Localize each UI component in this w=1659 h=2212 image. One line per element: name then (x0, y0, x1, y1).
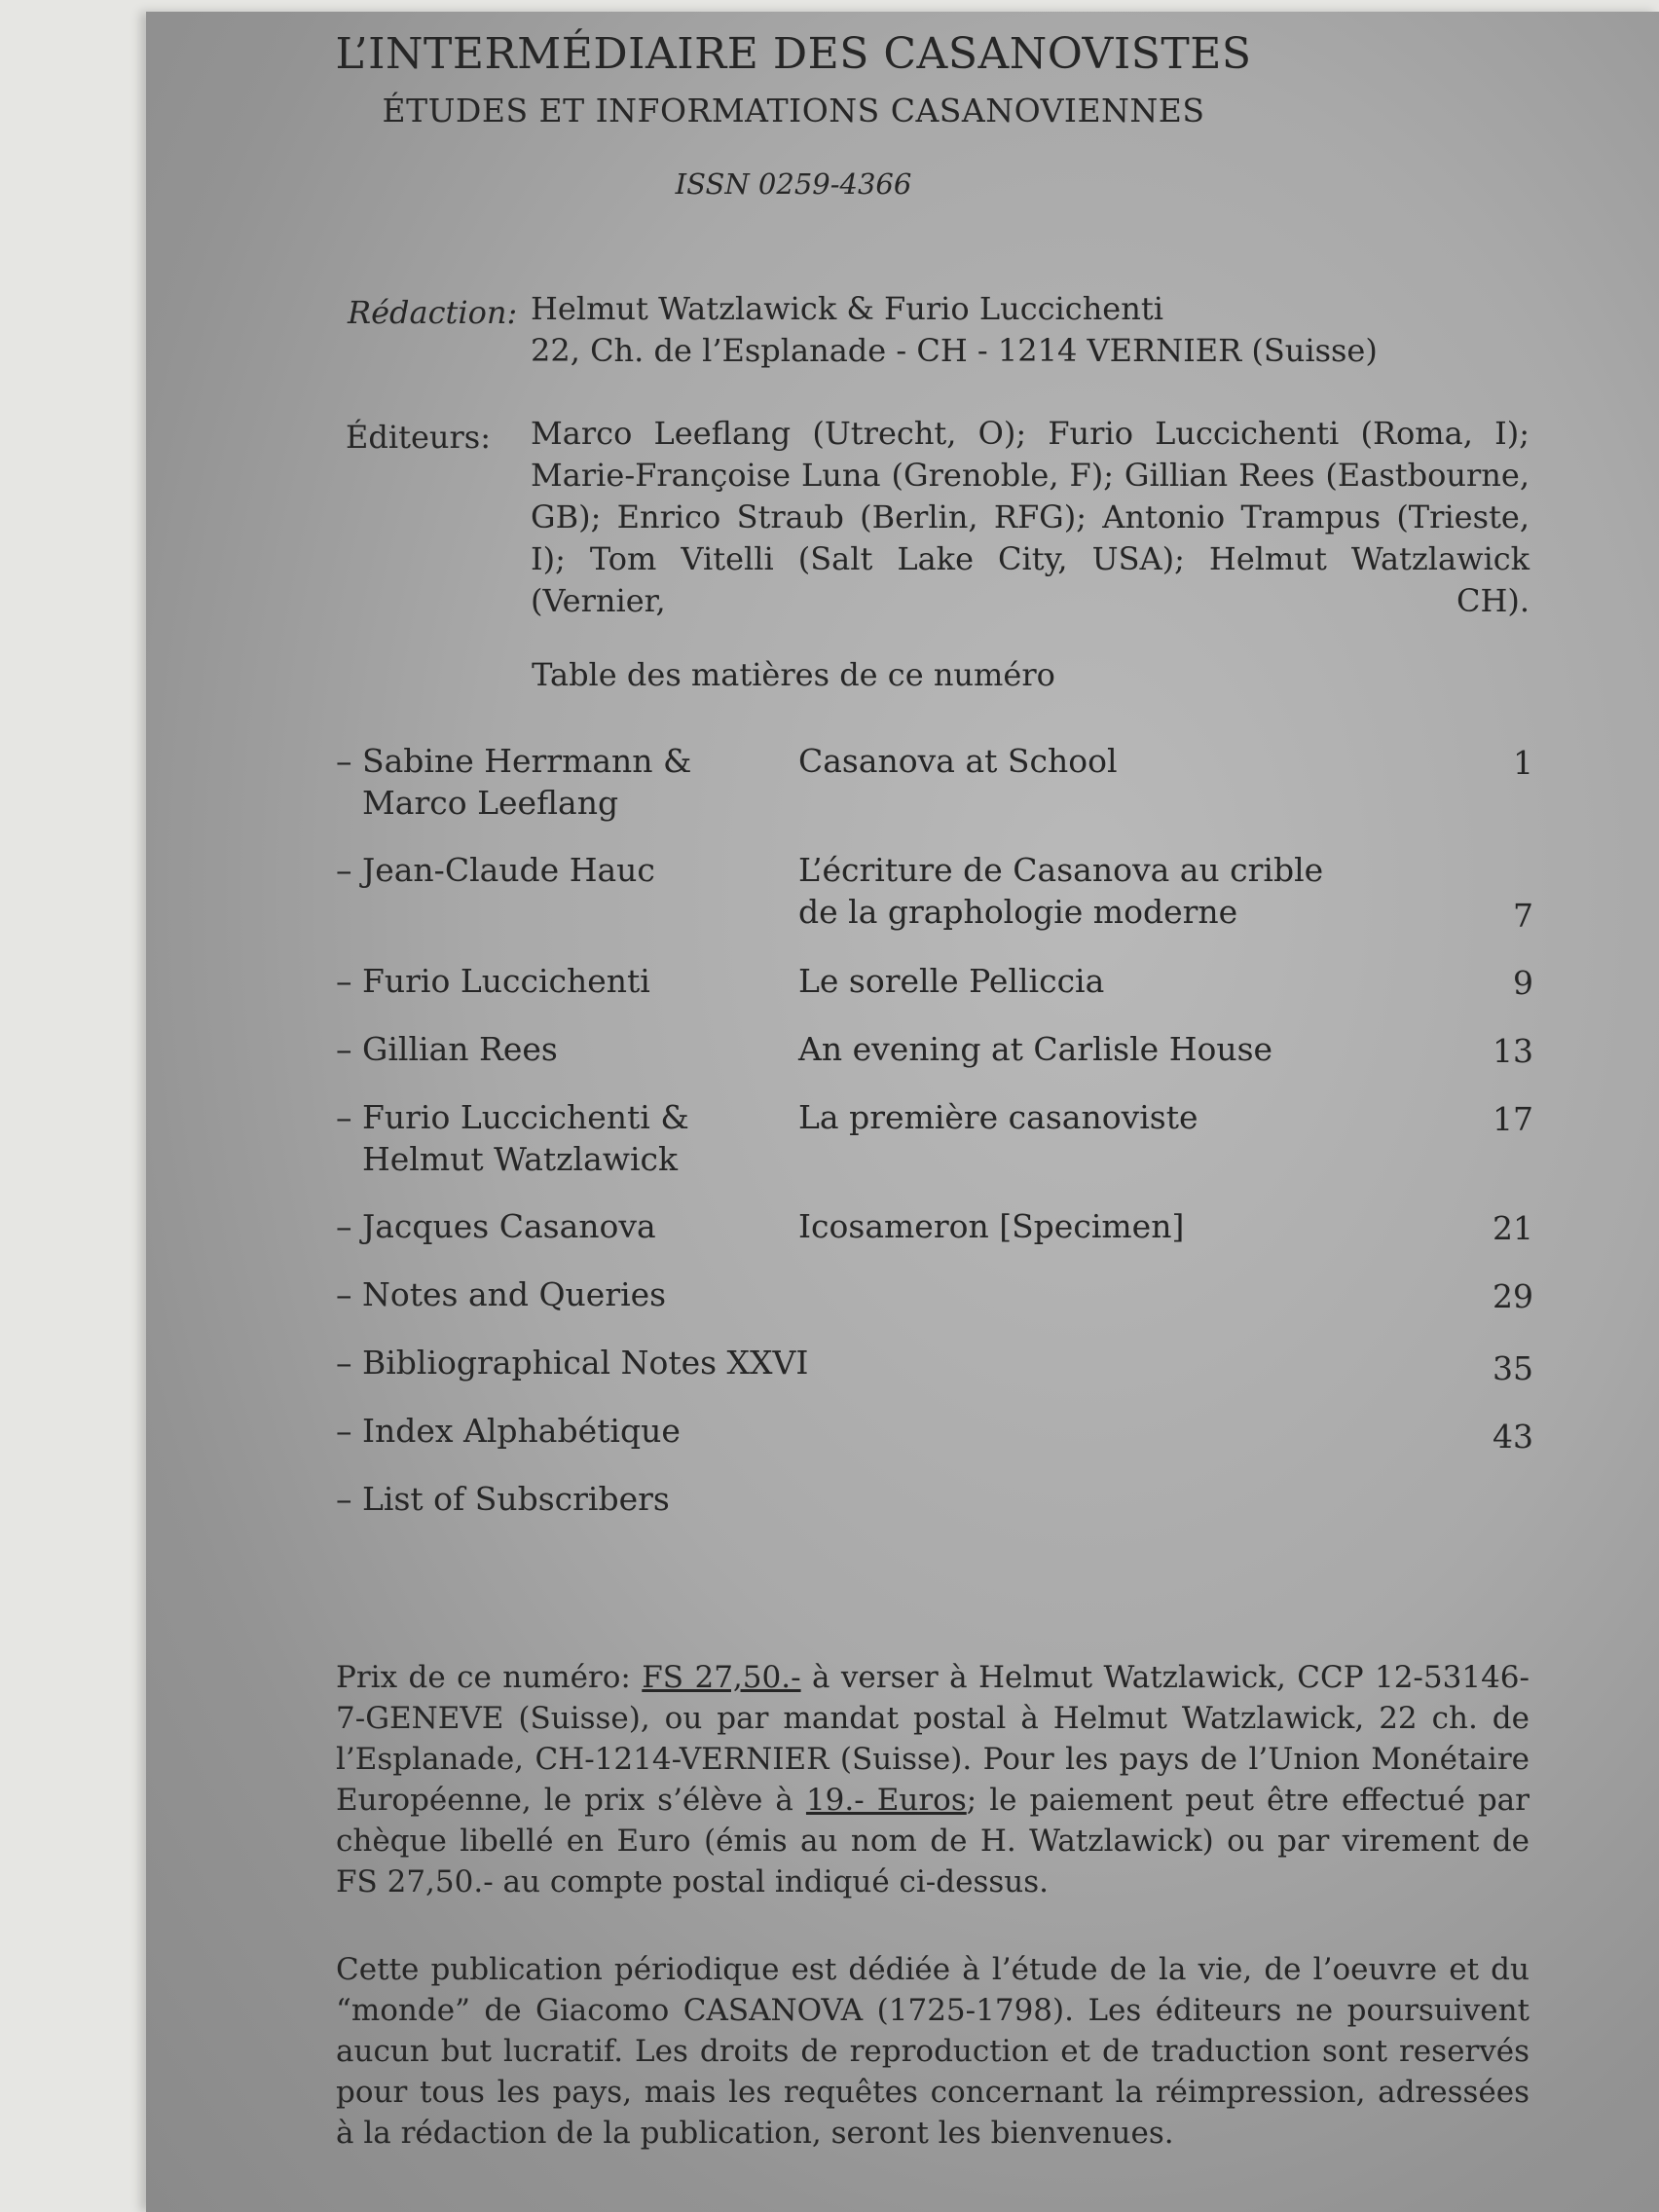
toc-article-title: An evening at Carlisle House (798, 1030, 1273, 1068)
toc-page-number: 17 (1493, 1100, 1533, 1138)
toc-article-title (798, 740, 1421, 782)
journal-title: L’INTERMÉDIAIRE DES CASANOVISTES (335, 29, 1252, 79)
issn: ISSN 0259-4366 (675, 167, 912, 201)
toc-author-line: – Jean-Claude Hauc (336, 851, 655, 889)
editeurs-label: Éditeurs: (346, 419, 491, 456)
toc-article-title: Icosameron [Specimen] (798, 1207, 1185, 1245)
redaction-line-1: Helmut Watzlawick & Furio Luccichenti (531, 290, 1163, 327)
price-paragraph (336, 1657, 1530, 1902)
toc-author (336, 849, 774, 891)
toc-title-line: Casanova at School (798, 742, 1118, 780)
redaction-label: Rédaction: (348, 294, 518, 331)
toc-page-number: 13 (1493, 1032, 1533, 1070)
toc-author-line: Helmut Watzlawick (362, 1140, 679, 1178)
document-page (146, 12, 1659, 2212)
toc-page-number: 7 (1513, 897, 1533, 935)
toc-title-line: L’écriture de Casanova au crible (798, 851, 1324, 889)
toc-page-number: 43 (1493, 1418, 1533, 1456)
toc-author-line: Marco Leeflang (362, 784, 619, 822)
editeurs-list: Marco Leeflang (Utrecht, O); Furio Luccichenti (Roma, I); Marie-Françoise Luna (Grenoble, F); Gillian Rees (Eastbourne, GB); Enrico Straub (Berlin, RFG); Antonio Trampus (Trieste, I); Tom Vitelli (Salt Lake City, USA); Helmut Watzlawick (Vernier, CH). (531, 415, 1530, 619)
toc-author: – Gillian Rees (336, 1030, 558, 1068)
toc-author-line: – Sabine Herrmann & (336, 742, 692, 780)
toc-article-title (798, 849, 1421, 933)
toc-author: – Jacques Casanova (336, 1207, 656, 1245)
journal-subtitle: ÉTUDES ET INFORMATIONS CASANOVIENNES (382, 92, 1205, 129)
toc-article-title: Le sorelle Pelliccia (798, 962, 1105, 1000)
toc-page-number: 1 (1513, 744, 1533, 782)
toc-author: – Bibliographical Notes XXVI (336, 1344, 809, 1382)
price-euro: 19.- Euros (805, 1783, 967, 1818)
toc-author: – Notes and Queries (336, 1275, 667, 1313)
redaction-address (531, 288, 1504, 372)
toc-article-title: La première casanoviste (798, 1098, 1198, 1136)
redaction-line-2: 22, Ch. de l’Esplanade - CH - 1214 VERNIER (Suisse) (531, 332, 1378, 369)
toc-title (146, 656, 1659, 693)
price-text-end: ; le paiement peut être effectué par chèque libellé en Euro (émis au nom de H. Watzlawick) ou par virement de FS 27,50.- au compte postal indiqué ci-dessus. (336, 1783, 1530, 1899)
toc-author: – Index Alphabétique (336, 1412, 681, 1450)
toc-title-text: Table des matières de ce numéro (532, 656, 1055, 693)
toc-author-line: – Furio Luccichenti & (336, 1098, 689, 1136)
price-prefix: Prix de ce numéro: (336, 1660, 643, 1695)
toc-page-number: 35 (1493, 1349, 1533, 1387)
toc-page-number: 29 (1493, 1277, 1533, 1315)
about-paragraph: Cette publication périodique est dédiée à l’étude de la vie, de l’oeuvre et du “monde” de Giacomo CASANOVA (1725-1798). Les éditeurs ne poursuivent aucun but lucratif. Les droits de reproduction et de traduction sont reservés pour tous les pays, mais les requêtes concernant la réimpression, adressées à la rédaction de la publication, seront les bienvenues. (336, 1952, 1530, 2151)
toc-author (336, 1096, 774, 1180)
toc-title-line: de la graphologie moderne (798, 893, 1238, 931)
toc-author: – List of Subscribers (336, 1480, 670, 1518)
toc-page-number: 9 (1513, 964, 1533, 1002)
price-text: à verser à Helmut Watzlawick, CCP 12-53146-7-GENEVE (Suisse), ou par mandat postal à Helmut Watzlawick, 22 ch. de l’Esplanade, CH-1214-VERNIER (Suisse). Pour les pays de l’Union Monétaire Européenne, le prix s’élève à (336, 1660, 1530, 1818)
toc-author: – Furio Luccichenti (336, 962, 650, 1000)
toc-author (336, 740, 774, 824)
toc-page-number: 21 (1493, 1209, 1533, 1247)
price-amount: FS 27,50.- (642, 1660, 801, 1695)
